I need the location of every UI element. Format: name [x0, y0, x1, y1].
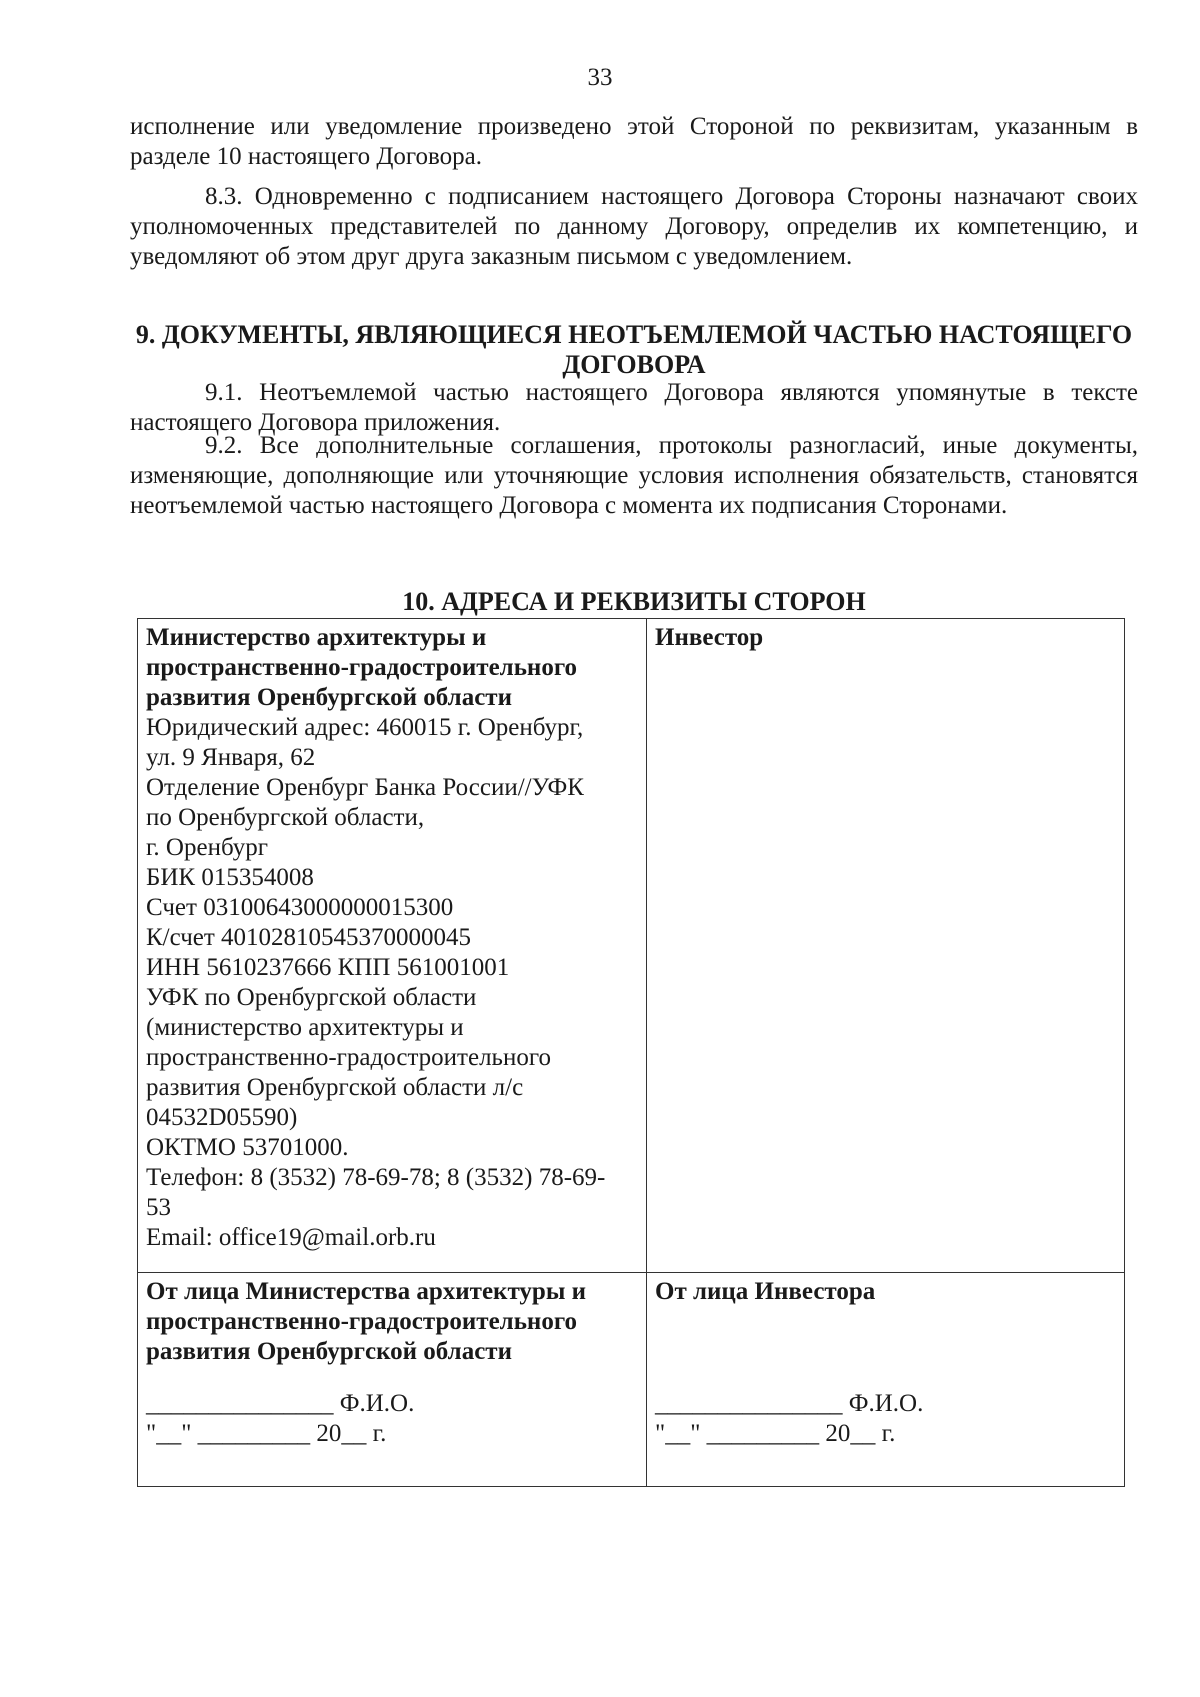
paragraph-continuation: исполнение или уведомление произведено этой Стороной по реквизитам, указанным в разделе 10 настоящего Договора. — [130, 113, 1138, 170]
phone-continuation: 53 — [146, 1194, 171, 1221]
ufk-recipient-line: пространственно-градостроительного — [146, 1044, 551, 1071]
ufk-recipient-line: развития Оренбургской области л/с — [146, 1074, 524, 1101]
ministry-signature-line: _______________ Ф.И.О. — [146, 1390, 415, 1417]
personal-account: 04532D05590) — [146, 1104, 298, 1131]
bank-region: по Оренбургской области, — [146, 804, 425, 831]
paragraph-9-2: 9.2. Все дополнительные соглашения, протоколы разногласий, иные документы, изменяющие, дополняющие или уточняющие условия исполнения обязательств, становятся неотъемлемой частью настоящего Договора с момента их подписания Сторонами. — [130, 432, 1138, 519]
phone: Телефон: 8 (3532) 78-69-78; 8 (3532) 78-69- — [146, 1164, 606, 1191]
ministry-sign-title-line: От лица Министерства архитектуры и — [146, 1278, 586, 1305]
ministry-date-line: "__" _________ 20__ г. — [146, 1420, 387, 1447]
section-9-heading: 9. ДОКУМЕНТЫ, ЯВЛЯЮЩИЕСЯ НЕОТЪЕМЛЕМОЙ ЧАСТЬЮ НАСТОЯЩЕГО ДОГОВОРА — [135, 320, 1133, 379]
ministry-sign-title-line: пространственно-градостроительного — [146, 1308, 578, 1335]
signature-spacer — [655, 1307, 1116, 1367]
investor-date-line: "__" _________ 20__ г. — [655, 1420, 896, 1447]
inn-kpp: ИНН 5610237666 КПП 561001001 — [146, 954, 510, 981]
requisites-table — [137, 618, 1125, 1487]
ministry-name-line: развития Оренбургской области — [146, 684, 512, 711]
ministry-name-line: Министерство архитектуры и — [146, 624, 487, 651]
ministry-requisites-cell — [138, 619, 647, 1273]
bik: БИК 015354008 — [146, 864, 314, 891]
ufk-line: УФК по Оренбургской области — [146, 984, 477, 1011]
legal-address: Юридический адрес: 460015 г. Оренбург, — [146, 714, 584, 741]
ministry-signature-cell — [138, 1273, 647, 1487]
email: Email: office19@mail.orb.ru — [146, 1224, 436, 1251]
investor-requisites-cell — [647, 619, 1125, 1273]
ministry-sign-title-line: развития Оренбургской области — [146, 1338, 512, 1365]
bank-name: Отделение Оренбург Банка России//УФК — [146, 774, 584, 801]
section-10-heading: 10. АДРЕСА И РЕКВИЗИТЫ СТОРОН — [402, 587, 866, 616]
page-number: 33 — [587, 64, 613, 91]
account-number: Счет 03100643000000015300 — [146, 894, 454, 921]
bank-city: г. Оренбург — [146, 834, 268, 861]
investor-sign-title: От лица Инвестора — [655, 1278, 876, 1305]
oktmo: ОКТМО 53701000. — [146, 1134, 349, 1161]
investor-title: Инвестор — [655, 624, 764, 651]
legal-address-street: ул. 9 Января, 62 — [146, 744, 316, 771]
requisites-row — [138, 619, 1125, 1273]
ministry-name-line: пространственно-градостроительного — [146, 654, 578, 681]
signature-row — [138, 1273, 1125, 1487]
correspondent-account: К/счет 40102810545370000045 — [146, 924, 472, 951]
investor-signature-line: _______________ Ф.И.О. — [655, 1390, 924, 1417]
investor-signature-cell — [647, 1273, 1125, 1487]
paragraph-9-1: 9.1. Неотъемлемой частью настоящего Договора являются упомянутые в тексте настоящего Договора приложения. — [130, 379, 1138, 436]
paragraph-8-3: 8.3. Одновременно с подписанием настоящего Договора Стороны назначают своих уполномоченных представителей по данному Договору, определив их компетенцию, и уведомляют об этом друг друга заказным письмом с уведомлением. — [130, 183, 1138, 270]
ufk-recipient-line: (министерство архитектуры и — [146, 1014, 464, 1041]
